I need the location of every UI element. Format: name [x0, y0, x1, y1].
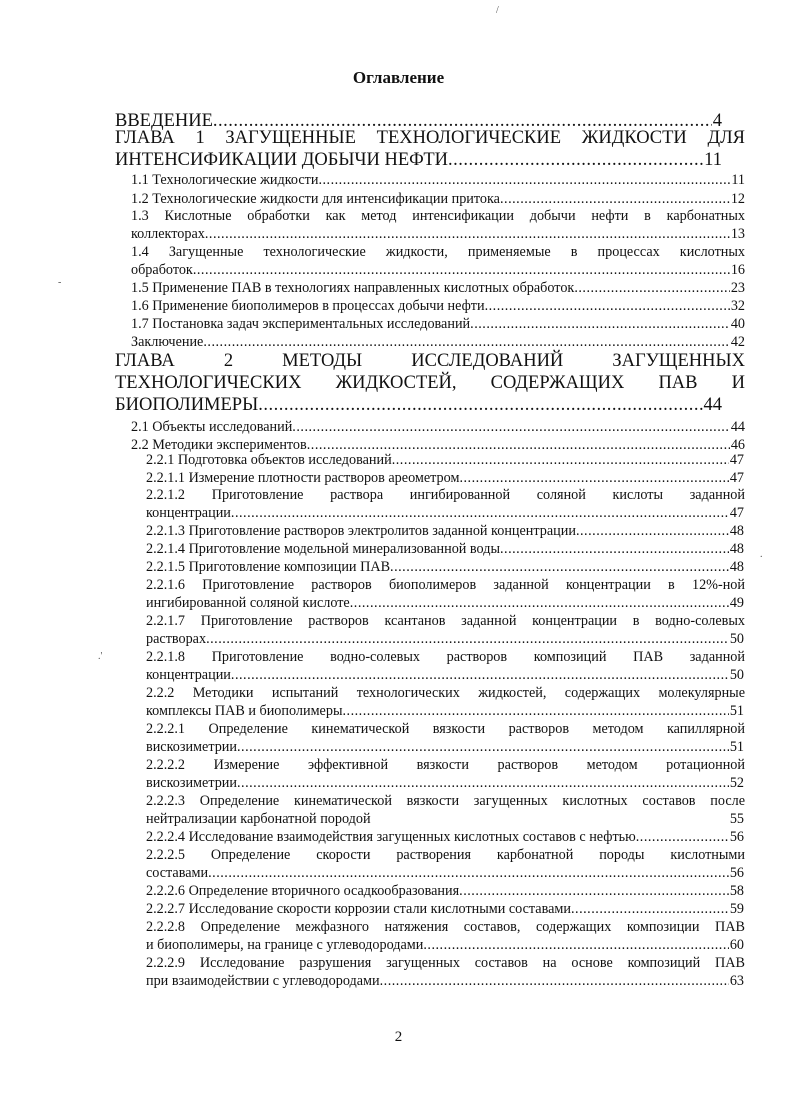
toc-entry-title: 2.2.2.4 Исследование взаимодействия загущенных кислотных составов с нефтью — [146, 829, 636, 845]
toc-entry-line: 1.4 Загущенные технологические жидкости, применяемые в процессах кислотных — [131, 244, 745, 260]
toc-leader-dots — [237, 739, 729, 757]
toc-page-number: 60 — [729, 936, 744, 953]
toc-entry-row — [146, 559, 744, 577]
toc-entry — [146, 613, 745, 648]
scan-mark-right: . — [760, 549, 763, 560]
toc-entry-row — [131, 226, 745, 244]
toc-leader-dots — [231, 505, 729, 523]
toc-entry-title: БИОПОЛИМЕРЫ — [115, 395, 259, 415]
toc-entry — [131, 172, 745, 190]
toc-entry — [131, 280, 745, 298]
toc-entry-row — [146, 470, 744, 488]
toc-entry-row — [146, 739, 744, 757]
toc-entry-line: 2.2.1.8 Приготовление водно-солевых растворов композиций ПАВ заданной — [146, 649, 745, 665]
scan-mark-left-1: - — [58, 277, 62, 288]
toc-entry-row — [146, 541, 744, 559]
toc-entry-row — [131, 280, 745, 298]
toc-page-number: 42 — [730, 334, 745, 350]
toc-leader-dots — [292, 419, 730, 437]
toc-entry-row — [146, 937, 744, 955]
toc-page-number: 50 — [729, 666, 744, 683]
toc-entry-row — [115, 394, 722, 416]
toc-entry — [131, 316, 745, 334]
toc-entry — [146, 955, 745, 990]
toc-entry-row — [131, 262, 745, 280]
toc-entry-row — [146, 505, 744, 523]
toc-entry-row — [131, 298, 745, 316]
toc-leader-dots — [459, 470, 728, 488]
toc-entry-title: и биополимеры, на границе с углеводородами — [146, 936, 424, 953]
toc-entry — [146, 649, 745, 684]
toc-page-number: 48 — [729, 523, 744, 539]
toc-entry — [146, 793, 745, 828]
toc-leader-dots — [258, 394, 702, 416]
toc-entry-row — [146, 523, 744, 541]
toc-leader-dots — [342, 703, 728, 721]
toc-leader-dots — [205, 226, 730, 244]
toc-entry-line: ГЛАВА 1 ЗАГУЩЕННЫЕ ТЕХНОЛОГИЧЕСКИЕ ЖИДКОСТИ ДЛЯ — [115, 128, 745, 148]
toc-page-number: 4 — [712, 111, 722, 131]
toc-page-number: 59 — [729, 901, 744, 917]
toc-entry-title: Заключение — [131, 334, 204, 350]
toc-leader-dots — [390, 559, 729, 577]
toc-leader-dots — [448, 149, 703, 171]
toc-page-number: 40 — [730, 316, 745, 332]
toc-leader-dots — [318, 172, 730, 190]
toc-entry-title: ингибированной соляной кислоте — [146, 594, 350, 611]
toc-page-number: 49 — [729, 594, 744, 611]
toc-leader-dots — [636, 829, 729, 847]
toc-page-number: 47 — [729, 452, 744, 468]
toc-entry — [131, 244, 745, 279]
toc-leader-dots — [423, 937, 728, 955]
toc-entry-title: растворах — [146, 630, 207, 647]
toc-entry-title: вискозиметрии — [146, 774, 237, 791]
toc-entry-title: 1.7 Постановка задач экспериментальных исследований — [131, 316, 471, 332]
toc-page-number: 11 — [704, 150, 722, 170]
toc-page-number: 51 — [729, 702, 744, 719]
toc-page-number: 44 — [703, 395, 722, 415]
toc-entry — [146, 685, 745, 720]
toc-entry — [146, 829, 745, 847]
toc-leader-dots — [380, 973, 729, 991]
scan-mark-top: / — [496, 5, 499, 16]
toc-chapter-entry — [115, 350, 745, 416]
toc-entry-line: 2.2.2.5 Определение скорости растворения карбонатной породы кислотными — [146, 847, 745, 863]
toc-entry-row — [146, 901, 744, 919]
scan-mark-left-2: .' — [98, 651, 103, 662]
toc-entry-row — [131, 172, 745, 190]
toc-entry-row — [146, 703, 744, 721]
toc-page-number: 47 — [729, 504, 744, 521]
toc-page-number: 48 — [729, 541, 744, 557]
toc-entry-row — [146, 811, 744, 829]
toc-page-number: 23 — [730, 280, 745, 296]
toc-leader-dots — [203, 334, 729, 352]
toc-entry-line: 2.2.1.7 Приготовление растворов ксантанов заданной концентрации в водно-солевых — [146, 613, 745, 629]
toc-entry-title: ИНТЕНСИФИКАЦИИ ДОБЫЧИ НЕФТИ — [115, 150, 448, 170]
toc-entry-row — [146, 595, 744, 613]
toc-entry-title: 1.5 Применение ПАВ в технологиях направленных кислотных обработок — [131, 280, 575, 296]
toc-page-number: 63 — [729, 972, 744, 989]
toc-entry — [131, 419, 745, 437]
toc-entry-title: 1.2 Технологические жидкости для интенсификации притока — [131, 191, 500, 207]
toc-page-number: 51 — [729, 738, 744, 755]
toc-heading: Оглавление — [352, 68, 445, 87]
toc-leader-dots — [193, 262, 730, 280]
toc-entry-row — [146, 973, 744, 991]
toc-entry — [131, 298, 745, 316]
toc-entry — [146, 559, 745, 577]
toc-page-number: 56 — [729, 829, 744, 845]
toc-entry-row — [131, 419, 745, 437]
toc-entry-title: 2.2 Методики экспериментов — [131, 437, 307, 453]
toc-leader-dots — [470, 316, 730, 334]
toc-entry-title: 2.2.2.7 Исследование скорости коррозии стали кислотными составами — [146, 901, 571, 917]
toc-entry-title: 2.2.1 Подготовка объектов исследований — [146, 452, 392, 468]
toc-entry — [146, 919, 745, 954]
toc-leader-dots — [208, 865, 729, 883]
toc-entry-row — [146, 452, 744, 470]
toc-entry — [146, 577, 745, 612]
page-number: 2 — [394, 1029, 403, 1045]
toc-entry-title: 1.6 Применение биополимеров в процессах добычи нефти — [131, 298, 485, 314]
toc-page-number: 13 — [730, 225, 745, 242]
toc-entry-line: ГЛАВА 2 МЕТОДЫ ИССЛЕДОВАНИЙ ЗАГУЩЕННЫХ — [115, 351, 745, 371]
toc-entry-title: составами — [146, 864, 209, 881]
toc-entry-title: 2.2.1.4 Приготовление модельной минерализованной воды — [146, 541, 500, 557]
toc-leader-dots — [485, 298, 730, 316]
toc-entry — [131, 208, 745, 243]
toc-page-number: 47 — [729, 470, 744, 486]
toc-entry-row — [146, 865, 744, 883]
toc-page-number: 32 — [730, 298, 745, 314]
toc-leader-dots — [206, 631, 729, 649]
toc-leader-dots — [571, 901, 729, 919]
toc-entry — [146, 847, 745, 882]
toc-page-number: 12 — [730, 191, 745, 207]
toc-entry-line: 2.2.2 Методики испытаний технологических жидкостей, содержащих молекулярные — [146, 685, 745, 701]
toc-leader-dots — [231, 667, 729, 685]
toc-entry-row — [146, 667, 744, 685]
toc-leader-dots — [500, 191, 730, 209]
toc-entry-row — [115, 149, 722, 171]
toc-entry-line: 1.3 Кислотные обработки как метод интенсификации добычи нефти в карбонатных — [131, 208, 745, 224]
toc-page-number: 48 — [729, 559, 744, 575]
toc-entry-line: 2.2.2.2 Измерение эффективной вязкости растворов методом ротационной — [146, 757, 745, 773]
toc-page-number: 56 — [729, 864, 744, 881]
toc-page-number: 44 — [730, 419, 745, 435]
toc-entry-title: при взаимодействии с углеводородами — [146, 972, 380, 989]
toc-leader-dots — [459, 883, 729, 901]
toc-entry-title: 2.2.1.5 Приготовление композиции ПАВ — [146, 559, 391, 575]
toc-leader-dots — [392, 452, 729, 470]
toc-entry — [146, 523, 745, 541]
toc-entry-row — [131, 316, 745, 334]
toc-entry — [146, 721, 745, 756]
toc-entry-title: нейтрализации карбонатной породой — [146, 810, 371, 827]
toc-entry-line: 2.2.2.9 Исследование разрушения загущенных составов на основе композиций ПАВ — [146, 955, 745, 971]
toc-entry-line: 2.2.1.6 Приготовление растворов биополимеров заданной концентрации в 12%-ной — [146, 577, 745, 593]
toc-entry-line: 2.2.2.8 Определение межфазного натяжения составов, содержащих композиции ПАВ — [146, 919, 745, 935]
toc-leader-dots — [350, 595, 729, 613]
toc-entry — [146, 470, 745, 488]
toc-page-number: 46 — [730, 437, 745, 453]
toc-entry — [146, 452, 745, 470]
toc-leader-dots — [237, 775, 729, 793]
toc-entry-title: концентрации — [146, 504, 231, 521]
toc-entry — [146, 487, 745, 522]
toc-entry-title: вискозиметрии — [146, 738, 237, 755]
toc-entry-row — [146, 829, 744, 847]
toc-page-number: 52 — [729, 774, 744, 791]
toc-entry-title: концентрации — [146, 666, 231, 683]
toc-entry-row — [146, 775, 744, 793]
toc-entry — [146, 541, 745, 559]
toc-entry — [131, 334, 745, 352]
toc-page-number: 16 — [730, 261, 745, 278]
toc-page-number: 50 — [729, 630, 744, 647]
toc-entry-line: 2.2.1.2 Приготовление раствора ингибированной соляной кислоты заданной — [146, 487, 745, 503]
toc-entry — [146, 883, 745, 901]
toc-entry-title: 2.1 Объекты исследований — [131, 419, 293, 435]
toc-entry-title: 1.1 Технологические жидкости — [131, 172, 319, 188]
toc-entry-title: коллекторах — [131, 225, 205, 242]
toc-entry-title: комплексы ПАВ и биополимеры — [146, 702, 343, 719]
toc-entry-title: 2.2.1.1 Измерение плотности растворов ареометром — [146, 470, 460, 486]
toc-page-number: 58 — [729, 883, 744, 899]
toc-page-number: 55 — [729, 810, 744, 827]
toc-entry-title: 2.2.2.6 Определение вторичного осадкообразования — [146, 883, 460, 899]
toc-chapter-entry — [115, 127, 745, 171]
toc-entry — [146, 757, 745, 792]
toc-entry-row — [146, 883, 744, 901]
toc-entry — [131, 191, 745, 209]
toc-entry-row — [131, 191, 745, 209]
toc-entry-row — [131, 334, 745, 352]
toc-entry-row — [146, 631, 744, 649]
toc-leader-dots — [576, 523, 729, 541]
toc-entry — [146, 901, 745, 919]
toc-entry-title: ВВЕДЕНИЕ — [115, 111, 213, 131]
toc-leader-dots — [500, 541, 729, 559]
toc-entry-line: 2.2.2.3 Определение кинематической вязкости загущенных кислотных составов после — [146, 793, 745, 809]
toc-entry-line: 2.2.2.1 Определение кинематической вязкости растворов методом капиллярной — [146, 721, 745, 737]
toc-leader-dots — [574, 280, 730, 298]
toc-page-number: 11 — [731, 172, 745, 188]
toc-entry-title: обработок — [131, 261, 193, 278]
toc-entry-title: 2.2.1.3 Приготовление растворов электролитов заданной концентрации — [146, 523, 576, 539]
toc-entry-line: ТЕХНОЛОГИЧЕСКИХ ЖИДКОСТЕЙ, СОДЕРЖАЩИХ ПАВ И — [115, 373, 745, 393]
